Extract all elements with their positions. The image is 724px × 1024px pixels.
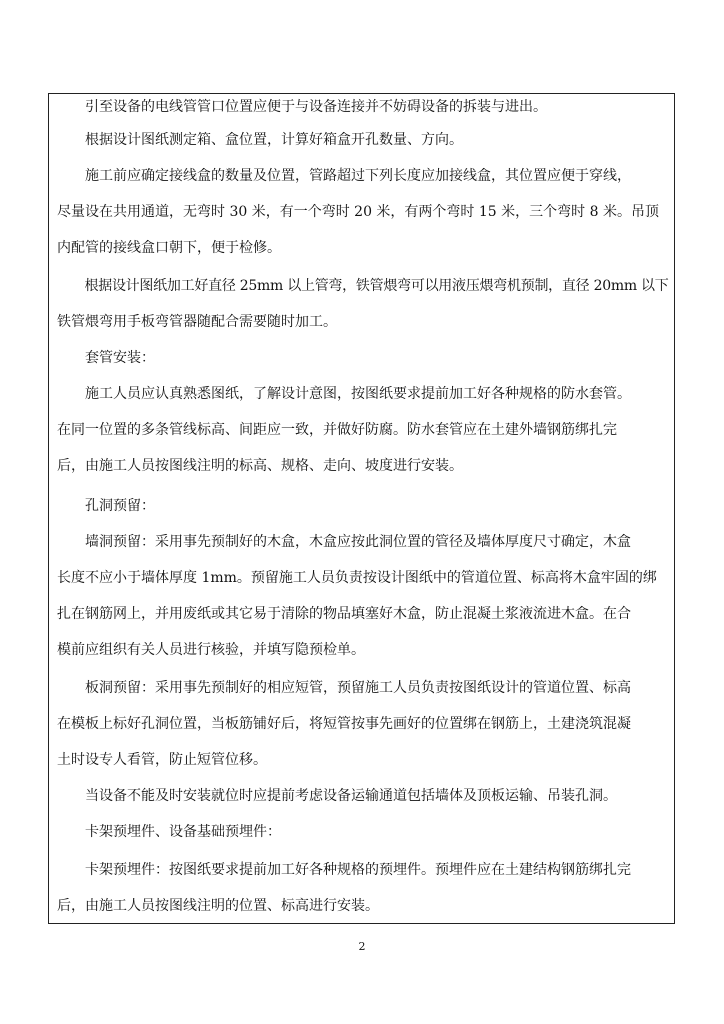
text-line: 孔洞预留： <box>57 498 155 514</box>
text-line: 施工前应确定接线盒的数量及位置，管路超过下列长度应加接线盒，其位置应便于穿线， <box>57 168 631 184</box>
text-line: 当设备不能及时安装就位时应提前考虑设备运输通道包括墙体及顶板运输、吊装孔洞。 <box>57 788 617 804</box>
page-number: 2 <box>358 940 366 953</box>
text-line: 板洞预留：采用事先预制好的相应短管，预留施工人员负责按图纸设计的管道位置、标高 <box>57 680 631 696</box>
text-line: 根据设计图纸加工好直径 25mm 以上管弯，铁管煨弯可以用液压煨弯机预制，直径 20mm 以下 <box>57 278 669 294</box>
text-line: 铁管煨弯用手板弯管器随配合需要随时加工。 <box>57 314 337 330</box>
text-line: 引至设备的电线管管口位置应便于与设备连接并不妨碍设备的拆装与进出。 <box>57 99 547 115</box>
text-line: 在同一位置的多条管线标高、间距应一致，并做好防腐。防水套管应在土建外墙钢筋绑扎完 <box>57 422 617 438</box>
text-line: 土时设专人看管，防止短管位移。 <box>57 752 267 768</box>
text-line: 尽量设在共用通道，无弯时 30 米，有一个弯时 20 米，有两个弯时 15 米，三个弯时 8 米。吊顶 <box>57 204 659 220</box>
text-line: 卡架预埋件、设备基础预埋件： <box>57 824 281 840</box>
text-line: 套管安装： <box>57 350 155 366</box>
text-line: 施工人员应认真熟悉图纸，了解设计意图，按图纸要求提前加工好各种规格的防水套管。 <box>57 386 631 402</box>
text-line: 模前应组织有关人员进行核验，并填写隐预检单。 <box>57 642 365 658</box>
text-line: 根据设计图纸测定箱、盒位置，计算好箱盒开孔数量、方向。 <box>57 132 463 148</box>
text-line: 后，由施工人员按图线注明的标高、规格、走向、坡度进行安装。 <box>57 458 463 474</box>
text-line: 长度不应小于墙体厚度 1mm。预留施工人员负责按设计图纸中的管道位置、标高将木盒牢固的绑 <box>57 570 657 586</box>
text-line: 扎在钢筋网上，并用废纸或其它易于清除的物品填塞好木盒，防止混凝土浆液流进木盒。在合 <box>57 606 631 622</box>
text-line: 在模板上标好孔洞位置，当板筋铺好后，将短管按事先画好的位置绑在钢筋上，土建浇筑混凝 <box>57 716 631 732</box>
text-line: 墙洞预留：采用事先预制好的木盒，木盒应按此洞位置的管径及墙体厚度尺寸确定，木盒 <box>57 534 631 550</box>
text-line: 内配管的接线盒口朝下，便于检修。 <box>57 240 281 256</box>
text-line: 后，由施工人员按图线注明的位置、标高进行安装。 <box>57 898 379 914</box>
text-line: 卡架预埋件：按图纸要求提前加工好各种规格的预埋件。预埋件应在土建结构钢筋绑扎完 <box>57 862 631 878</box>
